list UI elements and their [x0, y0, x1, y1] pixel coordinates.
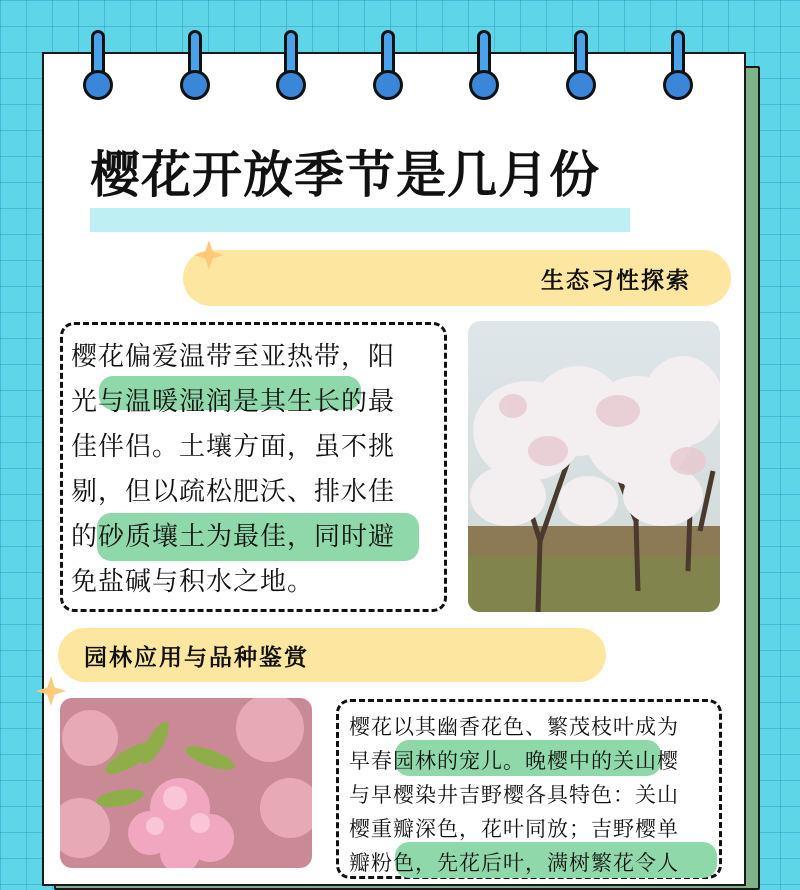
garden-text-box: [336, 699, 722, 879]
paragraph-line: 佳伴侣。土壤方面，虽不挑: [71, 432, 396, 462]
paragraph-line: 早春园林的宠儿。晚樱中的关山樱: [349, 749, 679, 773]
section-heading-ecology: [183, 250, 731, 306]
section-heading-garden: [58, 628, 606, 682]
pink-blossom-photo: [60, 698, 312, 868]
paragraph-line: 樱重瓣深色，花叶同放；吉野樱单: [349, 817, 679, 841]
ecology-text-box: [60, 322, 447, 612]
spiral-ring-icon: [663, 30, 693, 100]
page-title: 樱花开放季节是几月份: [90, 146, 600, 204]
section-heading-label: 生态习性探索: [541, 267, 691, 294]
spiral-ring-icon: [469, 30, 499, 100]
paragraph-line: 与早樱染井吉野樱各具特色：关山: [349, 783, 679, 807]
paragraph-line: 免盐碱与积水之地。: [71, 567, 315, 597]
paragraph-line: 樱花以其幽香花色、繁茂枝叶成为: [349, 715, 679, 739]
paragraph-line: 樱花偏爱温带至亚热带，阳: [71, 342, 396, 372]
spiral-ring-icon: [83, 30, 113, 100]
section-heading-label: 园林应用与品种鉴赏: [84, 644, 309, 671]
spiral-ring-icon: [180, 30, 210, 100]
paragraph-line: 瓣粉色，先花后叶，满树繁花令人: [349, 851, 679, 875]
spiral-ring-icon: [373, 30, 403, 100]
spiral-ring-icon: [276, 30, 306, 100]
title-underline: [90, 208, 630, 232]
cherry-tree-photo: [468, 321, 720, 612]
spiral-ring-icon: [566, 30, 596, 100]
paragraph-line: 剔，但以疏松肥沃、排水佳: [71, 477, 396, 507]
paragraph-line: 的砂质壤土为最佳，同时避: [71, 522, 396, 552]
paragraph-line: 光与温暖湿润是其生长的最: [71, 387, 396, 417]
